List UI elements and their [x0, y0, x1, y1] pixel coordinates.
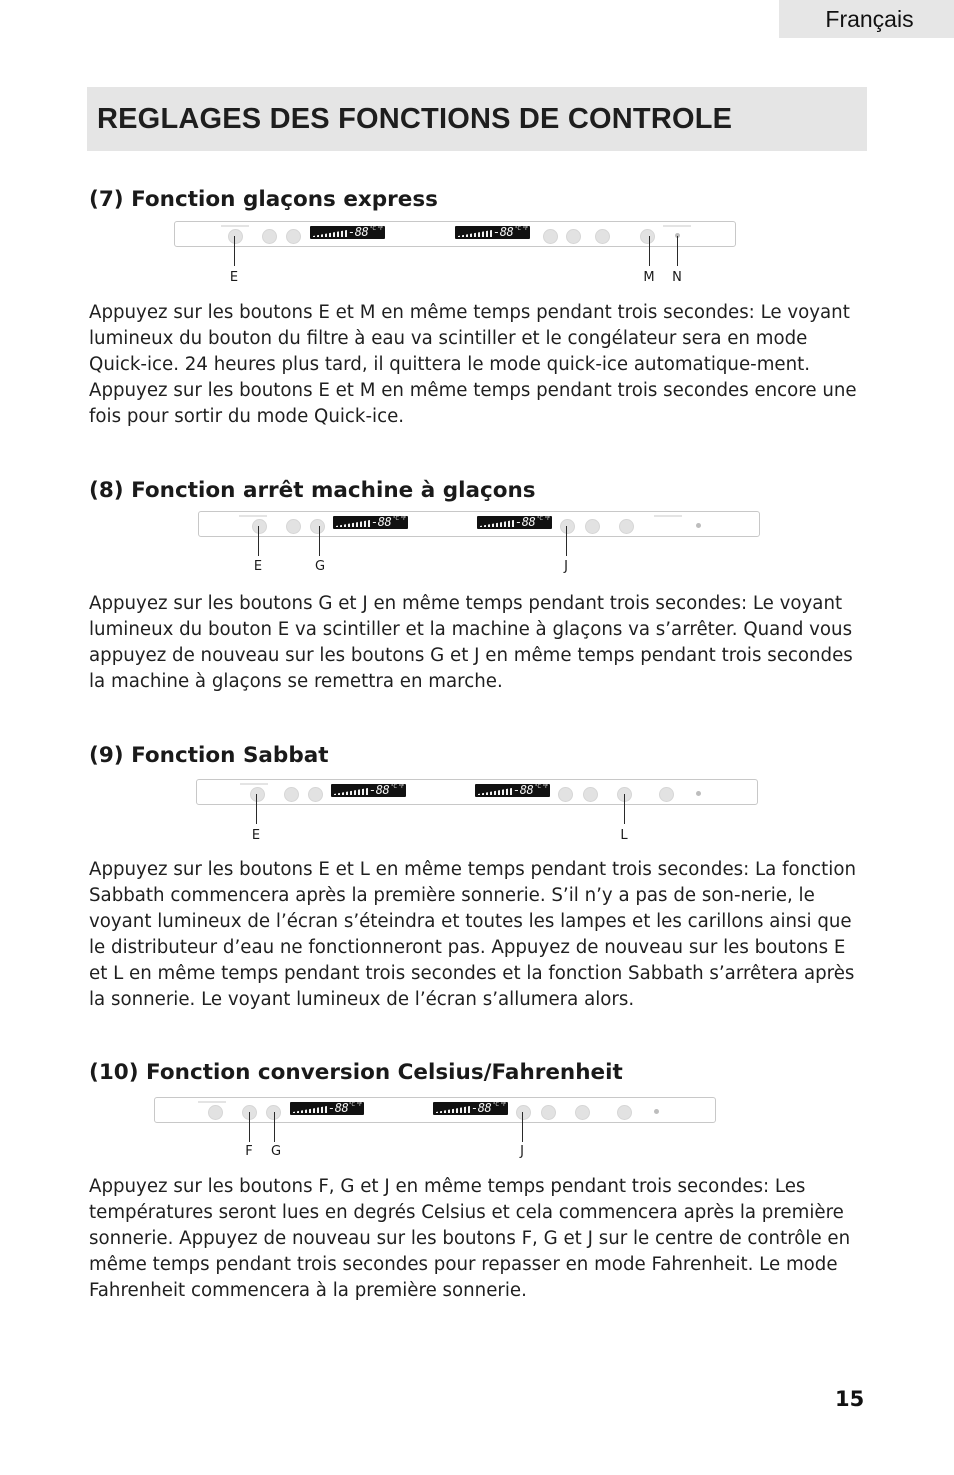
indicator: [654, 1109, 659, 1114]
panel-button: [284, 787, 299, 802]
button-j: [516, 1105, 531, 1120]
panel-button: [308, 787, 323, 802]
fridge-display: -88 °C °F: [455, 226, 530, 239]
freezer-display: -88 °C °F: [290, 1102, 364, 1115]
label-g: G: [314, 559, 326, 574]
page-title: REGLAGES DES FONCTIONS DE CONTROLE: [97, 102, 733, 135]
control-panel-diagram-7: [174, 221, 736, 247]
panel-button: [566, 229, 581, 244]
panel-button: [583, 787, 598, 802]
fridge-display: -88 °C °F: [433, 1102, 508, 1115]
section-10-heading: (10) Fonction conversion Celsius/Fahrenheit: [89, 1060, 623, 1085]
panel-button: [585, 519, 600, 534]
panel-button: [575, 1105, 590, 1120]
label-j: J: [564, 559, 568, 574]
freezer-display: -88 °C °F: [310, 226, 385, 239]
freezer-display: -88 °C °F: [331, 784, 406, 797]
section-9-heading: (9) Fonction Sabbat: [89, 743, 329, 768]
panel-button: [617, 1105, 632, 1120]
section-7-heading: (7) Fonction glaçons express: [89, 187, 438, 212]
panel-button: [286, 519, 301, 534]
panel-button: [286, 229, 301, 244]
page-number: 15: [835, 1387, 865, 1411]
label-m: M: [643, 270, 655, 285]
indicator: [696, 523, 701, 528]
button-m: [640, 229, 655, 244]
button-e: [252, 519, 267, 534]
label-f: F: [245, 1144, 253, 1159]
section-8-text: Appuyez sur les boutons G et J en même temps pendant trois secondes: Le voyant lumineux du bouton E va scintiller et la machine à glaçons va s’arrêter. Quand vous appuyez de nouveau sur les boutons G et J en même temps pendant trois secondes la machine à glaçons se remettra en marche.: [89, 593, 853, 692]
freezer-display: -88 °C °F: [333, 516, 408, 529]
section-9-text: Appuyez sur les boutons E et L en même temps pendant trois secondes: La fonction Sabbath commencera après la première sonnerie. S’il n’y a pas de son-nerie, le voyant lumineux de l’écran s’éteindra et toutes les lampes et les carillons ainsi que le distributeur d’eau ne fonctionneront pas. Appuyez de nouveau sur les boutons E et L en même temps pendant trois secondes et la fonction Sabbath s’arrêtera après la sonnerie. Le voyant lumineux de l’écran s’allumera alors.: [89, 859, 856, 1010]
panel-button: [262, 229, 277, 244]
panel-button: [543, 229, 558, 244]
label-j: J: [520, 1144, 524, 1159]
label-g: G: [270, 1144, 282, 1159]
label-e: E: [251, 828, 261, 843]
language-tab: Français: [779, 0, 954, 38]
control-panel-diagram-9: [196, 779, 758, 805]
button-g: [310, 519, 325, 534]
title-band: [87, 87, 867, 151]
control-panel-diagram-8: [198, 511, 760, 537]
fridge-display: -88 °C °F: [475, 784, 550, 797]
control-panel-diagram-10: [154, 1097, 716, 1123]
panel-button: [208, 1105, 223, 1120]
section-7-text: Appuyez sur les boutons E et M en même temps pendant trois secondes: Le voyant lumineux du bouton du filtre à eau va scintiller et le congélateur sera en mode Quick-ice. 24 heures plus tard, il quittera le mode quick-ice automatique-ment. Appuyez sur les boutons E et M en même temps pendant trois secondes encore une fois pour sortir du mode Quick-ice.: [89, 302, 857, 427]
section-10-text: Appuyez sur les boutons F, G et J en même temps pendant trois secondes: Les températures seront lues en degrés Celsius et cela commencera après la première sonnerie. Appuyez de nouveau sur les boutons F, G et J sur le centre de contrôle en même temps pendant trois secondes pour repasser en mode Fahrenheit. Le mode Fahrenheit commencera à la première sonnerie.: [89, 1176, 851, 1301]
panel-button: [595, 229, 610, 244]
label-l: L: [620, 828, 628, 843]
panel-button: [541, 1105, 556, 1120]
section-8-heading: (8) Fonction arrêt machine à glaçons: [89, 478, 536, 503]
label-e: E: [229, 270, 239, 285]
panel-button: [619, 519, 634, 534]
fridge-display: -88 °C °F: [477, 516, 552, 529]
panel-button: [558, 787, 573, 802]
label-n: N: [672, 270, 682, 285]
button-e: [250, 787, 265, 802]
button-j: [560, 519, 575, 534]
indicator: [696, 791, 701, 796]
panel-button: [659, 787, 674, 802]
button-e: [228, 229, 243, 244]
label-e: E: [253, 559, 263, 574]
